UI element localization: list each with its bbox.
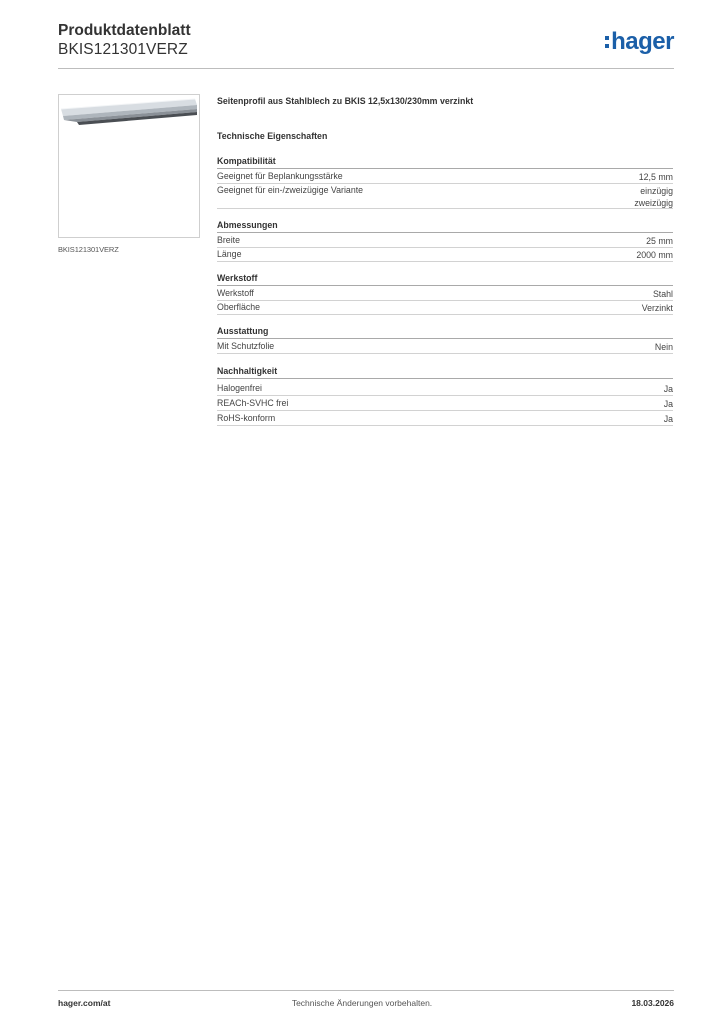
footer-divider: [58, 990, 674, 991]
group-divider: [217, 285, 673, 286]
hager-logo: [605, 28, 674, 56]
row-divider: [217, 353, 673, 354]
row-divider: [217, 183, 673, 184]
row-value-second: zweizügig: [634, 198, 673, 208]
row-value: 12,5 mm: [638, 172, 673, 182]
logo-dots-icon: [605, 34, 609, 50]
steel-profile-icon: [59, 95, 199, 237]
row-value: 2000 mm: [636, 250, 673, 260]
group-title-werkstoff: Werkstoff: [217, 273, 258, 283]
logo-text: hager: [611, 28, 674, 55]
technical-properties-heading: Technische Eigenschaften: [217, 131, 328, 141]
footer-notice: Technische Änderungen vorbehalten.: [291, 998, 433, 1008]
row-label: Oberfläche: [217, 302, 261, 312]
product-image: [58, 94, 200, 238]
row-value: Stahl: [652, 289, 673, 299]
footer-date: 18.03.2026: [631, 998, 674, 1008]
row-label: Geeignet für ein-/zweizügige Variante: [217, 185, 364, 195]
row-divider: [217, 314, 673, 315]
group-divider: [217, 338, 673, 339]
row-label: Länge: [217, 249, 242, 259]
row-value: Ja: [663, 414, 673, 424]
group-divider: [217, 168, 673, 169]
row-divider: [217, 261, 673, 262]
row-label: RoHS-konform: [217, 413, 276, 423]
group-title-abmessungen: Abmessungen: [217, 220, 278, 230]
row-value: Ja: [663, 384, 673, 394]
footer-website-link[interactable]: hager.com/at: [58, 998, 111, 1008]
article-number: BKIS121301VERZ: [58, 41, 188, 58]
group-divider: [217, 232, 673, 233]
row-value: 25 mm: [646, 236, 673, 246]
row-value: Ja: [663, 399, 673, 409]
page-header: [58, 22, 674, 68]
row-divider: [217, 425, 673, 426]
row-label: Mit Schutzfolie: [217, 341, 275, 351]
row-divider: [217, 247, 673, 248]
row-value: Nein: [654, 342, 673, 352]
row-divider: [217, 300, 673, 301]
row-label: REACh-SVHC frei: [217, 398, 289, 408]
row-value: Verzinkt: [641, 303, 673, 313]
group-title-kompatibilitaet: Kompatibilität: [217, 156, 276, 166]
row-value: einzügig: [640, 186, 673, 196]
row-label: Breite: [217, 235, 240, 245]
group-title-ausstattung: Ausstattung: [217, 326, 269, 336]
row-divider: [217, 208, 673, 209]
row-divider: [217, 395, 673, 396]
row-divider: [217, 410, 673, 411]
row-label: Werkstoff: [217, 288, 254, 298]
page-title: Produktdatenblatt: [58, 22, 191, 39]
group-title-nachhaltigkeit: Nachhaltigkeit: [217, 366, 278, 376]
group-divider: [217, 378, 673, 379]
row-label: Halogenfrei: [217, 383, 262, 393]
product-description: Seitenprofil aus Stahlblech zu BKIS 12,5x130/230mm verzinkt: [217, 96, 474, 106]
row-label: Geeignet für Beplankungsstärke: [217, 171, 343, 181]
header-divider: [58, 68, 674, 69]
image-caption: BKIS121301VERZ: [58, 245, 119, 254]
